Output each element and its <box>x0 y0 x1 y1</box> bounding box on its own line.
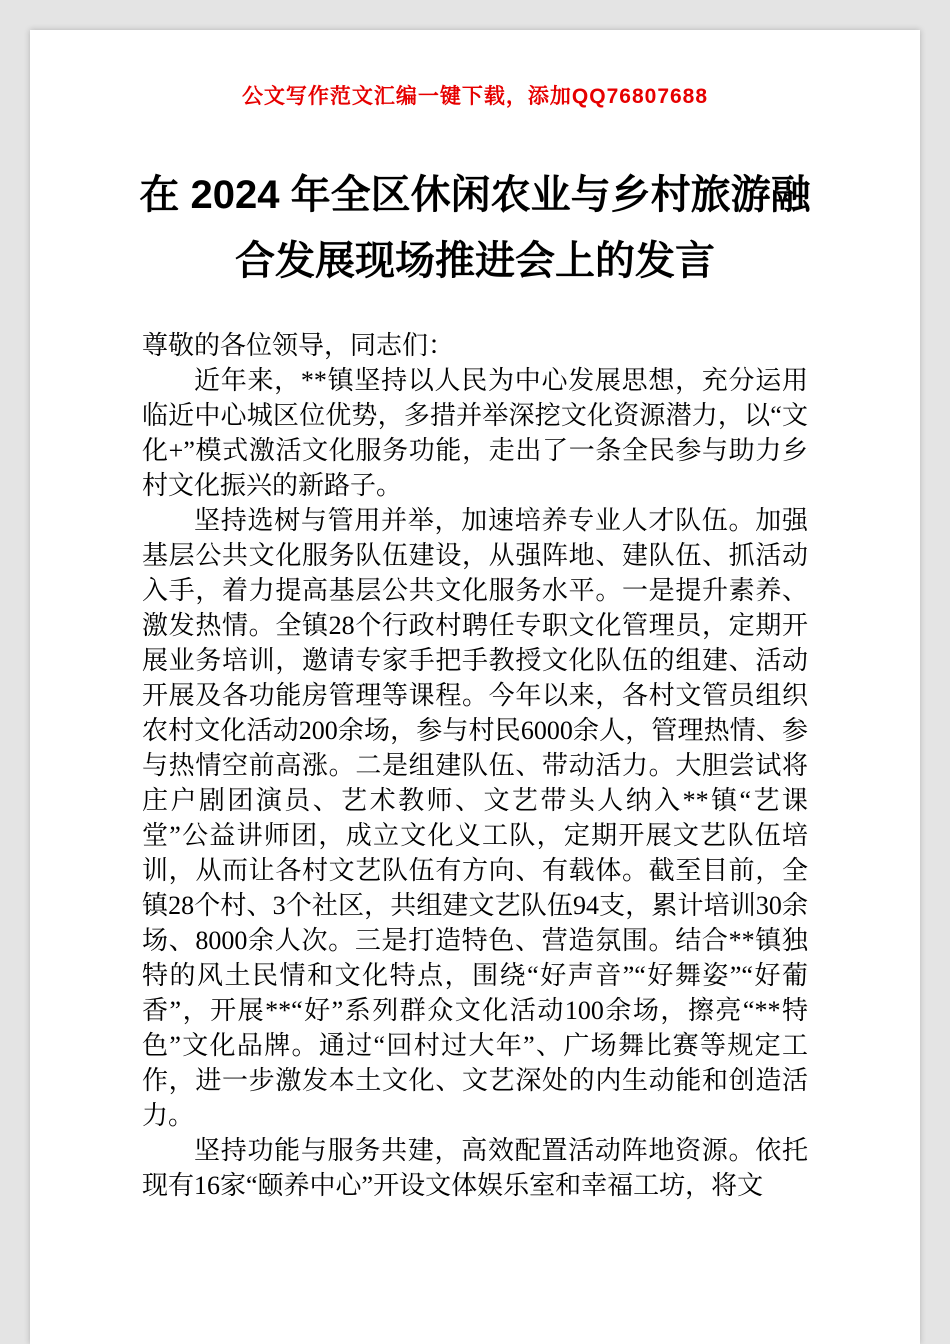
document-title: 在 2024 年全区休闲农业与乡村旅游融合发展现场推进会上的发言 <box>139 173 811 283</box>
paragraph: 近年来，**镇坚持以人民为中心发展思想，充分运用临近中心城区位优势，多措并举深挖文化资源潜力，以“文化+”模式激活文化服务功能，走出了一条全民参与助力乡村文化振兴的新路子。 <box>142 366 808 500</box>
paragraph: 坚持选树与管用并举，加速培养专业人才队伍。加强基层公共文化服务队伍建设，从强阵地、建队伍、抓活动入手，着力提高基层公共文化服务水平。一是提升素养、激发热情。全镇28个行政村聘任专职文化管理员，定期开展业务培训，邀请专家手把手教授文化队伍的组建、活动开展及各功能房管理等课程。今年以来，各村文管员组织农村文化活动200余场，参与村民6000余人，管理热情、参与热情空前高涨。二是组建队伍、带动活力。大胆尝试将庄户剧团演员、艺术教师、文艺带头人纳入**镇“艺课堂”公益讲师团，成立文化义工队，定期开展文艺队伍培训，从而让各村文艺队伍有方向、有载体。截至目前，全镇28个村、3个社区，共组建文艺队伍94支，累计培训30余场、8000余人次。三是打造特色、营造氛围。结合**镇独特的风土民情和文化特点，围绕“好声音”“好舞姿”“好葡香”，开展**“好”系列群众文化活动100余场，擦亮“**特色”文化品牌。通过“回村过大年”、广场舞比赛等规定工作，进一步激发本土文化、文艺深处的内生动能和创造活力。 <box>142 506 808 1130</box>
header-notice: 公文写作范文汇编一键下载，添加QQ76807688 <box>241 85 709 108</box>
document-page <box>30 30 920 1344</box>
paragraph: 尊敬的各位领导，同志们： <box>142 331 455 360</box>
paragraph: 坚持功能与服务共建，高效配置活动阵地资源。依托现有16家“颐养中心”开设文体娱乐室和幸福工坊，将文 <box>142 1136 808 1200</box>
document-body <box>142 328 808 1203</box>
